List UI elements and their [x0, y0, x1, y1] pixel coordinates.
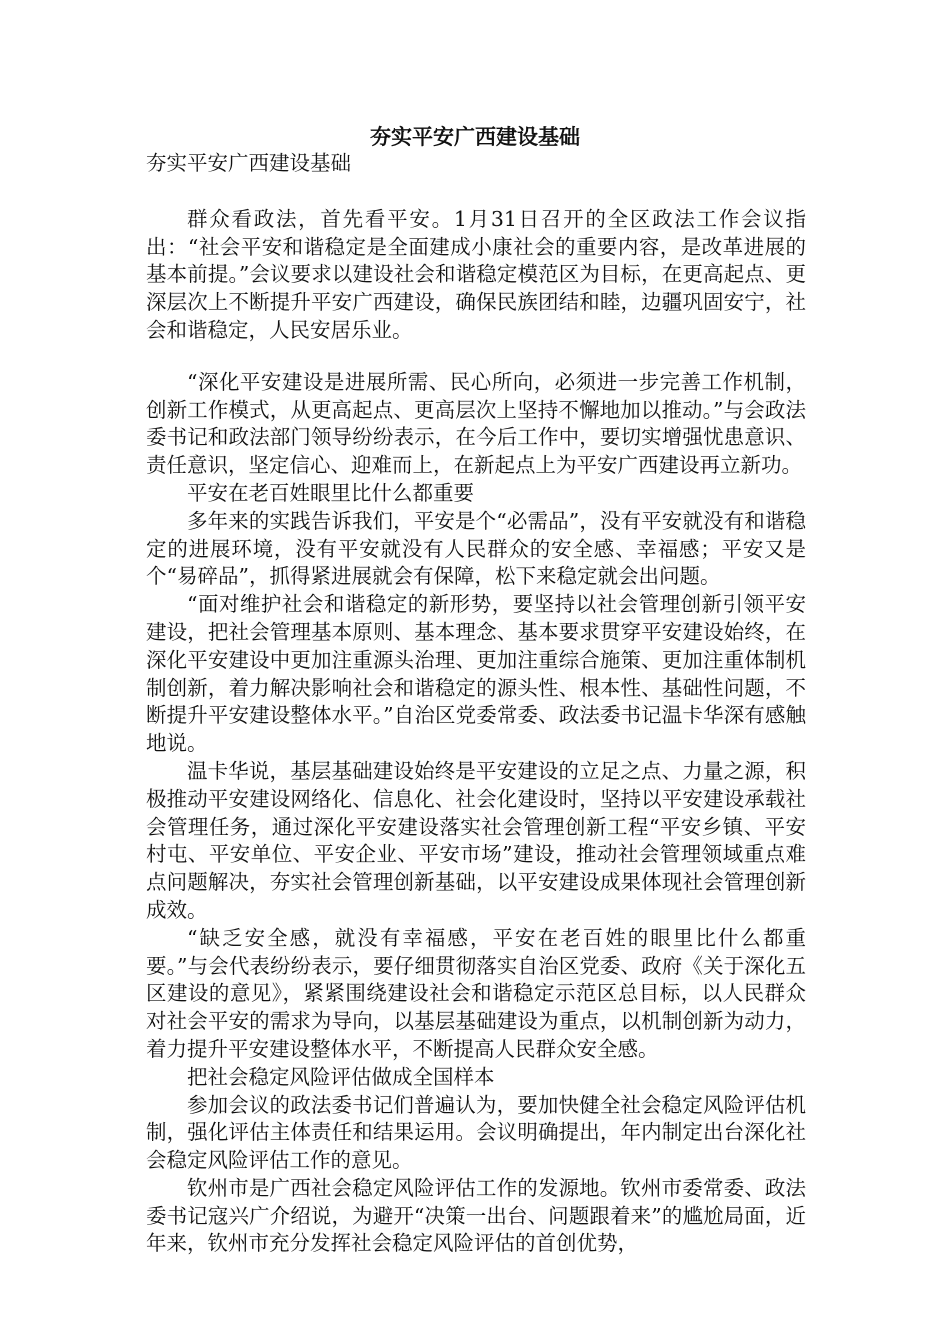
paragraph-5: 温卡华说，基层基础建设始终是平安建设的立足之点、力量之源，积极推动平安建设网络化、信息化、社会化建设时，坚持以平安建设承载社会管理任务，通过深化平安建设落实社会管理创新工程“平安乡镇、平安村屯、平安单位、平安企业、平安市场”建设，推动社会管理领域重点难点问题解决，夯实社会管理创新基础，以平安建设成果体现社会管理创新成效。 — [146, 758, 806, 922]
paragraph-4: “面对维护社会和谐稳定的新形势，要坚持以社会管理创新引领平安建设，把社会管理基本原则、基本理念、基本要求贯穿平安建设始终，在深化平安建设中更加注重源头治理、更加注重综合施策、更加注重体制机制创新，着力解决影响社会和谐稳定的源头性、根本性、基础性问题，不断提升平安建设整体水平。”自治区党委常委、政法委书记温卡华深有感触地说。 — [146, 592, 806, 756]
section-heading-2: 把社会稳定风险评估做成全国样本 — [187, 1064, 495, 1089]
paragraph-7: 参加会议的政法委书记们普遍认为，要加快健全社会稳定风险评估机制，强化评估主体责任和结果运用。会议明确提出，年内制定出台深化社会稳定风险评估工作的意见。 — [146, 1092, 806, 1173]
document-subtitle: 夯实平安广西建设基础 — [146, 151, 351, 175]
paragraph-2: “深化平安建设是进展所需、民心所向，必须进一步完善工作机制，创新工作模式，从更高起点、更高层次上坚持不懈地加以推动。”与会政法委书记和政法部门领导纷纷表示，在今后工作中，要切实增强忧患意识、责任意识，坚定信心、迎难而上，在新起点上为平安广西建设再立新功。 — [146, 369, 806, 478]
paragraph-8: 钦州市是广西社会稳定风险评估工作的发源地。钦州市委常委、政法委书记寇兴广介绍说，为避开“决策一出台、问题跟着来”的尴尬局面，近年来，钦州市充分发挥社会稳定风险评估的首创优势， — [146, 1175, 806, 1256]
section-heading-1: 平安在老百姓眼里比什么都重要 — [187, 480, 474, 505]
paragraph-1: 群众看政法，首先看平安。1月31日召开的全区政法工作会议指出：“社会平安和谐稳定是全面建成小康社会的重要内容，是改革进展的基本前提。”会议要求以建设社会和谐稳定模范区为目标，在更高起点、更深层次上不断提升平安广西建设，确保民族团结和睦，边疆巩固安宁，社会和谐稳定，人民安居乐业。 — [146, 206, 806, 342]
document-title: 夯实平安广西建设基础 — [370, 124, 580, 149]
paragraph-3: 多年来的实践告诉我们，平安是个“必需品”，没有平安就没有和谐稳定的进展环境，没有平安就没有人民群众的安全感、幸福感；平安又是个“易碎品”，抓得紧进展就会有保障，松下来稳定就会出问题。 — [146, 508, 806, 589]
paragraph-6: “缺乏安全感，就没有幸福感，平安在老百姓的眼里比什么都重要。”与会代表纷纷表示，要仔细贯彻落实自治区党委、政府《关于深化五区建设的意见》，紧紧围绕建设社会和谐稳定示范区总目标，以人民群众对社会平安的需求为导向，以基层基础建设为重点，以机制创新为动力，着力提升平安建设整体水平，不断提高人民群众安全感。 — [146, 925, 806, 1061]
document-body — [146, 150, 806, 1258]
